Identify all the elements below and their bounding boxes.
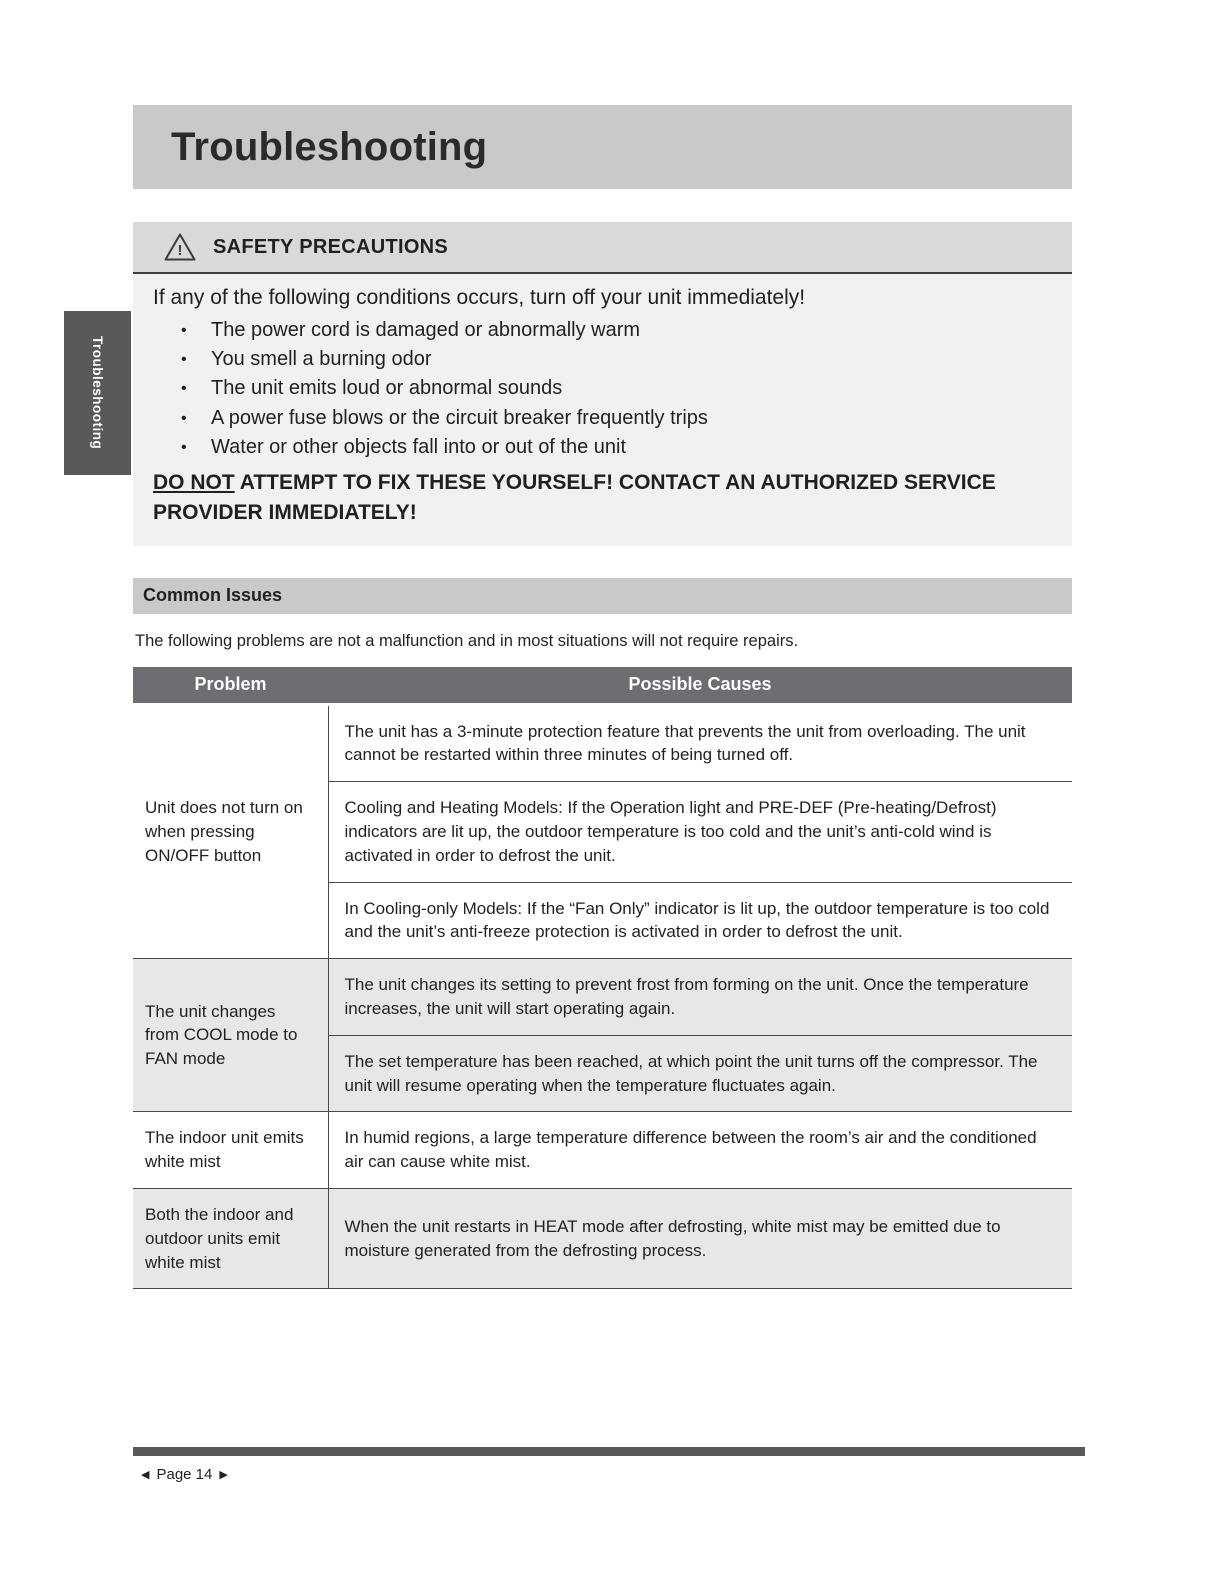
safety-bullet: • You smell a burning odor <box>153 345 1050 374</box>
cause-cell: When the unit restarts in HEAT mode after defrosting, white mist may be emitted due to moisture generated from the defrosting process. <box>328 1188 1072 1288</box>
common-issues-banner <box>133 578 1072 614</box>
table-row <box>133 1188 1072 1288</box>
page-title-banner <box>133 105 1072 189</box>
safety-bullet: • The power cord is damaged or abnormally warm <box>153 316 1050 345</box>
sidebar-tab-troubleshooting <box>64 311 131 475</box>
cause-cell: In Cooling-only Models: If the “Fan Only” indicator is lit up, the outdoor temperature is too cold and the unit’s anti-freeze protection is activated in order to defrost the unit. <box>328 882 1072 959</box>
safety-warning-rest: ATTEMPT TO FIX THESE YOURSELF! CONTACT AN AUTHORIZED SERVICE PROVIDER IMMEDIATELY! <box>153 470 996 524</box>
warning-triangle-icon <box>163 232 197 262</box>
safety-warning-text <box>153 468 1050 528</box>
cause-cell: The set temperature has been reached, at which point the unit turns off the compressor. The unit will resume operating when the temperature fluctuates again. <box>328 1035 1072 1112</box>
problem-cell: Unit does not turn on when pressing ON/OFF button <box>133 706 328 959</box>
footer-divider-bar <box>133 1447 1085 1456</box>
table-row <box>133 959 1072 1036</box>
safety-bullet: • A power fuse blows or the circuit breaker frequently trips <box>153 404 1050 433</box>
cause-cell: In humid regions, a large temperature difference between the room’s air and the conditioned air can cause white mist. <box>328 1112 1072 1189</box>
safety-precautions-section <box>133 222 1072 546</box>
safety-precautions-body <box>133 274 1072 546</box>
safety-precautions-heading: SAFETY PRECAUTIONS <box>213 235 449 258</box>
safety-intro-text: If any of the following conditions occurs, turn off your unit immediately! <box>153 286 806 309</box>
content-column <box>133 105 1072 1289</box>
column-header-possible-causes: Possible Causes <box>628 674 772 695</box>
table-row <box>133 1112 1072 1189</box>
sidebar-tab-label: Troubleshooting <box>90 336 105 450</box>
issues-table-header <box>133 667 1072 703</box>
problem-cell: Both the indoor and outdoor units emit white mist <box>133 1188 328 1288</box>
page-number-label: Page 14 <box>156 1466 213 1483</box>
problem-cell: The unit changes from COOL mode to FAN mode <box>133 959 328 1112</box>
common-issues-heading: Common Issues <box>143 585 283 606</box>
common-issues-intro: The following problems are not a malfunction and in most situations will not require repairs. <box>135 631 799 650</box>
page-prev-icon: ◀ <box>141 1469 150 1481</box>
cause-cell: The unit has a 3-minute protection feature that prevents the unit from overloading. The unit cannot be restarted within three minutes of being turned off. <box>328 706 1072 782</box>
safety-precautions-header <box>133 222 1072 274</box>
safety-warning-emphasis: DO NOT <box>153 470 235 494</box>
cause-cell: The unit changes its setting to prevent frost from forming on the unit. Once the temperature increases, the unit will start operating again. <box>328 959 1072 1036</box>
problem-cell: The indoor unit emits white mist <box>133 1112 328 1189</box>
page-title: Troubleshooting <box>171 124 488 169</box>
svg-text:!: ! <box>177 242 183 259</box>
column-header-problem: Problem <box>194 674 267 695</box>
page-next-icon: ▶ <box>219 1469 228 1481</box>
safety-bullet: • The unit emits loud or abnormal sounds <box>153 374 1050 403</box>
cause-cell: Cooling and Heating Models: If the Operation light and PRE-DEF (Pre-heating/Defrost) indicators are lit up, the outdoor temperature is too cold and the unit’s anti-cold wind is activated in order to defrost the unit. <box>328 782 1072 882</box>
page-footer <box>133 1447 1085 1483</box>
safety-bullet-list <box>153 316 1050 462</box>
issues-table-body <box>133 706 1072 1289</box>
footer-page-nav <box>133 1466 1085 1483</box>
safety-bullet: • Water or other objects fall into or out of the unit <box>153 433 1050 462</box>
table-row <box>133 706 1072 782</box>
issues-table <box>133 706 1072 1290</box>
